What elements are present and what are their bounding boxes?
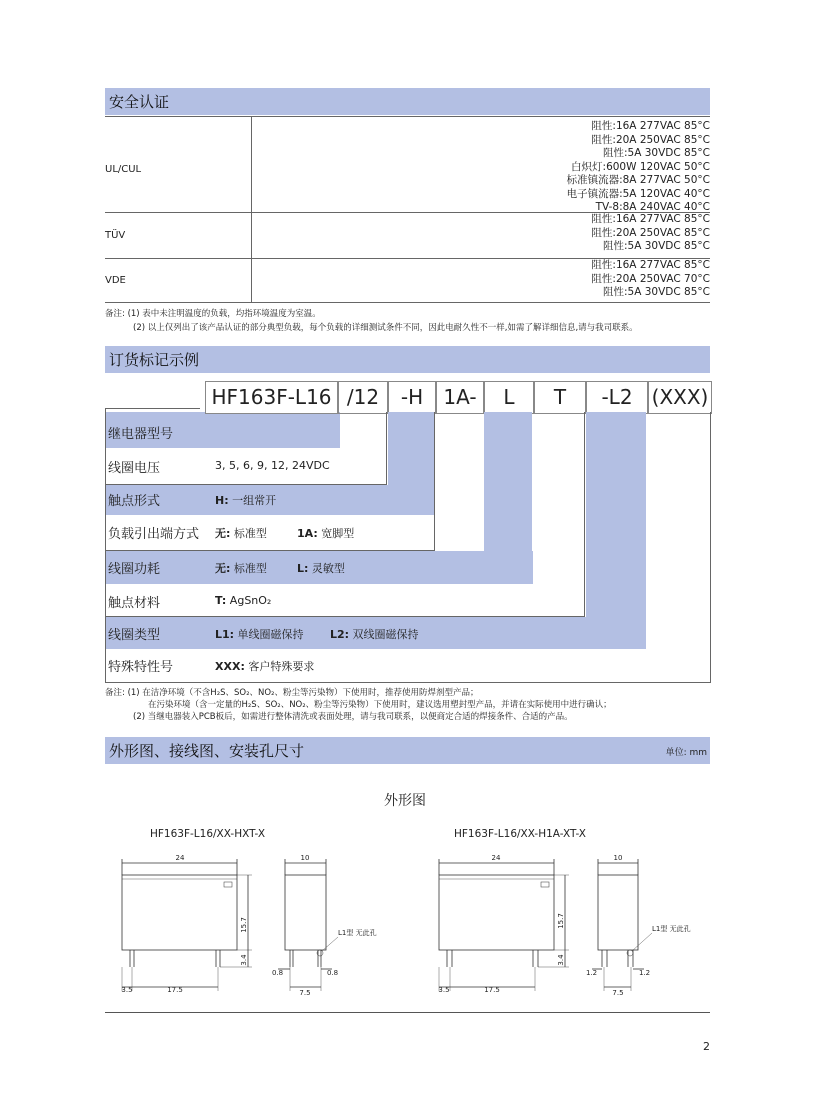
drawing-name: HF163F-L16/XX-HXT-X xyxy=(150,828,266,840)
order-row-label: 继电器型号 xyxy=(108,427,174,442)
cert-table xyxy=(105,116,710,302)
dim-label: 15.7 xyxy=(557,913,565,929)
order-row-label: 触点材料 xyxy=(108,596,161,611)
code-part: HF163F-L16 xyxy=(205,381,338,414)
section-title: 安全认证 xyxy=(109,93,170,111)
order-rule xyxy=(105,408,200,409)
cert-note: (2) 以上仅列出了该产品认证的部分典型负载，每个负载的详细测试条件不同，因此电耐久性不一样,如需了解详细信息,请与我司联系。 xyxy=(133,323,638,333)
section-title: 外形图、接线图、安装孔尺寸 xyxy=(109,742,305,760)
dim-label: 3.4 xyxy=(240,954,248,966)
order-row-value: L: 灵敏型 xyxy=(297,562,345,575)
cert-name: UL/CUL xyxy=(105,164,142,175)
section-header-ordering xyxy=(105,346,710,373)
code-column xyxy=(586,412,646,649)
order-row-value: L2: 双线圈磁保持 xyxy=(330,628,419,641)
order-row-value: 无: 标准型 xyxy=(215,527,267,540)
order-row-value: 无: 标准型 xyxy=(215,562,267,575)
dim-label: 15.7 xyxy=(240,917,248,933)
order-row-label: 触点形式 xyxy=(108,494,161,509)
cert-name: TÜV xyxy=(105,230,126,241)
cert-note: 备注: (1) 表中未注明温度的负载，均指环境温度为室温。 xyxy=(105,309,321,319)
order-row-value: XXX: 客户特殊要求 xyxy=(215,660,315,673)
section-header-safety xyxy=(105,88,710,115)
dim-label: 17.5 xyxy=(167,986,183,994)
cert-ratings: 阻性:16A 277VAC 85°C 阻性:20A 250VAC 85°C 阻性:5A 30VDC 85°C 白炽灯:600W 120VAC 50°C 标准镇流器:8A 277VAC 50°C 电子镇流器:5A 120VAC 40°C TV-8:8A 240VAC 40°C xyxy=(566,120,710,213)
cert-name: VDE xyxy=(105,275,126,286)
dim-label: 17.5 xyxy=(484,986,500,994)
order-row-label: 线圈类型 xyxy=(108,628,161,643)
outline-drawing-2 xyxy=(420,845,710,1000)
dim-label: 10 xyxy=(300,854,310,862)
order-row-value: 3, 5, 6, 9, 12, 24VDC xyxy=(215,459,330,472)
dim-label: 3.5 xyxy=(121,986,133,994)
order-note: 备注: (1) 在洁净环境（不含H₂S、SO₂、NO₂、粉尘等污染物）下使用时，推荐使用防焊剂型产品； xyxy=(105,688,479,698)
code-part: L xyxy=(484,381,534,414)
order-row-value: L1: 单线圈磁保持 xyxy=(215,628,304,641)
order-row-label: 线圈电压 xyxy=(108,461,161,476)
dim-label: 10 xyxy=(613,854,623,862)
bottom-rule xyxy=(105,1012,710,1013)
page-number: 2 xyxy=(703,1040,710,1053)
dim-label: 24 xyxy=(175,854,185,862)
dim-label: 0.8 xyxy=(327,969,339,977)
table-divider xyxy=(251,116,252,302)
dim-label: 0.8 xyxy=(272,969,284,977)
order-note: 在污染环境（含一定量的H₂S、SO₂、NO₂、粉尘等污染物）下使用时，建议选用塑封型产品，并请在实际使用中进行确认； xyxy=(148,700,612,710)
dim-label: 7.5 xyxy=(299,989,311,997)
dim-label: 7.5 xyxy=(612,989,624,997)
section-header-outline xyxy=(105,737,710,764)
section-title: 订货标记示例 xyxy=(109,351,200,369)
dim-label: 24 xyxy=(491,854,501,862)
dim-label: 1.2 xyxy=(639,969,651,977)
dim-label: 3.4 xyxy=(557,954,565,966)
unit-label: 单位: mm xyxy=(665,748,707,758)
dim-label: 3.5 xyxy=(438,986,450,994)
drawing-title: 外形图 xyxy=(384,793,426,809)
cert-ratings: 阻性:16A 277VAC 85°C 阻性:20A 250VAC 70°C 阻性:5A 30VDC 85°C xyxy=(591,259,710,298)
drawing-note: L1型 无此孔 xyxy=(338,929,377,937)
code-part: -H xyxy=(388,381,436,414)
code-part: 1A- xyxy=(436,381,484,414)
order-row-label: 负载引出端方式 xyxy=(108,527,200,542)
dim-label: 1.2 xyxy=(586,969,598,977)
order-row-label: 线圈功耗 xyxy=(108,562,161,577)
order-row-value: 1A: 宽脚型 xyxy=(297,527,355,540)
drawing-note: L1型 无此孔 xyxy=(652,925,691,933)
code-part: /12 xyxy=(338,381,388,414)
code-part: T xyxy=(534,381,586,414)
order-row-value: H: 一组常开 xyxy=(215,494,277,507)
table-rule xyxy=(105,302,710,303)
cert-ratings: 阻性:16A 277VAC 85°C 阻性:20A 250VAC 85°C 阻性:5A 30VDC 85°C xyxy=(591,213,710,252)
code-part: -L2 xyxy=(586,381,648,414)
order-row-value: T: AgSnO₂ xyxy=(215,594,272,607)
outline-drawing-1 xyxy=(100,845,377,1000)
table-rule xyxy=(105,116,710,117)
order-row-label: 特殊特性号 xyxy=(108,660,174,675)
order-note: (2) 当继电器装入PCB板后，如需进行整体清洗或表面处理，请与我司联系，以便商定合适的焊接条件、合适的产品。 xyxy=(133,712,573,722)
drawing-name: HF163F-L16/XX-H1A-XT-X xyxy=(454,828,586,840)
code-part: (XXX) xyxy=(648,381,712,414)
